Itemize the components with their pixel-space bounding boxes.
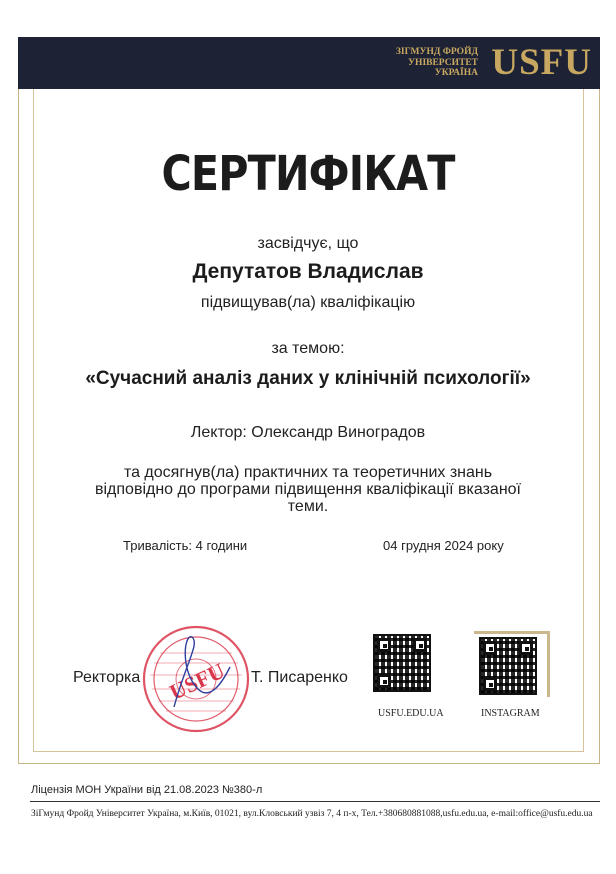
duration-text: Тривалість: 4 години [123, 538, 248, 553]
course-topic: «Сучасний аналіз даних у клінічній психології» [85, 368, 531, 389]
qr-finder-icon [483, 677, 497, 691]
lecturer-name: Олександр Виноградов [251, 424, 426, 441]
qr-finder-icon [377, 674, 391, 688]
instagram-qr-code[interactable] [479, 637, 537, 695]
lecturer-label: Лектор: [190, 424, 247, 441]
website-qr-code[interactable] [373, 634, 431, 692]
instagram-qr-caption: INSTAGRAM [481, 708, 540, 719]
on-topic-label: за темою: [271, 340, 345, 357]
brand-line-3: УКРАЇНА [434, 68, 478, 78]
achievement-line-1: та досягнув(ла) практичних та теоретичних знань [123, 464, 493, 481]
usfu-logo: USFU [491, 42, 592, 83]
brand-line-2: УНІВЕРСИТЕТ [408, 57, 478, 68]
rector-label: Ректорка [73, 669, 141, 686]
qualification-text: підвищував(ла) кваліфікацію [200, 294, 416, 311]
qr-finder-icon [519, 641, 533, 655]
stamp-text: USFU [165, 657, 229, 705]
qr-finder-icon [483, 641, 497, 655]
inner-border-left [33, 89, 34, 751]
footer-divider [30, 801, 600, 802]
instagram-qr-decor [474, 631, 550, 634]
website-qr-caption: USFU.EDU.UA [378, 708, 444, 719]
qr-finder-icon [413, 638, 427, 652]
achievement-line-2: відповідно до програми підвищення кваліфікації вказаної [94, 481, 521, 498]
license-text: Ліцензія МОН України від 21.08.2023 №380-л [31, 784, 263, 796]
university-name [396, 47, 478, 79]
achievement-line-3: теми. [287, 498, 329, 515]
inner-border-right [583, 89, 584, 751]
rector-name: Т. Писаренко [251, 669, 348, 686]
brand-line-1: ЗІГМУНД ФРОЙД [395, 47, 478, 57]
certifies-text: засвідчує, що [257, 235, 359, 252]
inner-border-bottom [33, 751, 584, 752]
instagram-qr-decor [547, 631, 550, 697]
university-stamp [140, 623, 252, 735]
footer-address: ЗіГмунд Фройд Університет Україна, м.Київ, 01021, вул.Кловський узвіз 7, 4 п-х, Тел.+380680881088,usfu.edu.ua, e-mail:office@usfu.edu.ua [31, 809, 593, 819]
certificate-title: СЕРТИФІКАТ [161, 146, 455, 202]
issue-date: 04 грудня 2024 року [383, 538, 504, 553]
lecturer-line [0, 424, 616, 442]
qr-finder-icon [377, 638, 391, 652]
recipient-name: Депутатов Владислав [192, 260, 424, 283]
